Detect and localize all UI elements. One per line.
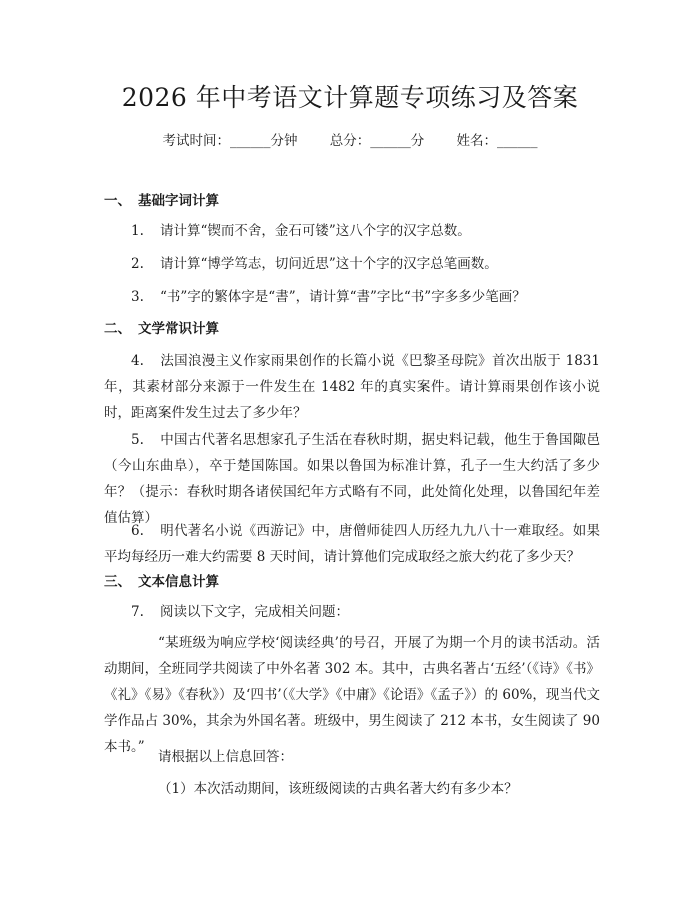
- question-text: 中国古代著名思想家孔子生活在春秋时期，据史料记载，他生于鲁国陬邑（今山东曲阜），卒于楚国陈国。如果以鲁国为标准计算，孔子一生大约活了多少年？（提示：春秋时期各诸侯国纪年方式略有不同，此处简化处理，以鲁国纪年差值估算）: [104, 432, 600, 526]
- section-number: 二、: [104, 321, 131, 337]
- question-number: 1.: [131, 223, 144, 239]
- question-text: 明代著名小说《西游记》中，唐僧师徒四人历经九九八十一难取经。如果平均每经历一难大约需要 8 天时间，请计算他们完成取经之旅大约花了多少天？: [104, 523, 600, 565]
- question-3: [131, 286, 526, 309]
- question-4: [104, 348, 600, 426]
- question-number: 5.: [131, 432, 144, 448]
- question-number: 6.: [131, 523, 144, 539]
- section-heading-1: [104, 190, 219, 212]
- exam-time: 考试时间：______分钟: [162, 133, 298, 149]
- question-text: “书”字的繁体字是“書”，请计算“書”字比“书”字多多少笔画？: [160, 289, 526, 305]
- question-number: 3.: [131, 289, 144, 305]
- question-text: 请计算“锲而不舍，金石可镂”这八个字的汉字总数。: [160, 223, 471, 239]
- question-text: 法国浪漫主义作家雨果创作的长篇小说《巴黎圣母院》首次出版于 1831 年，其素材部分来源于一件发生在 1482 年的真实案件。请计算雨果创作该小说时，距离案件发生过去了多少年？: [104, 353, 600, 421]
- question-6: [104, 518, 600, 570]
- question-7: [131, 601, 349, 624]
- question-number: 2.: [131, 256, 144, 272]
- question-text: 阅读以下文字，完成相关问题：: [160, 604, 349, 620]
- exam-name: 姓名：______: [456, 133, 538, 149]
- section-title: 文本信息计算: [138, 574, 219, 590]
- section-number: 三、: [104, 574, 131, 590]
- section-title: 文学常识计算: [138, 321, 219, 337]
- section-heading-2: [104, 318, 219, 340]
- reading-passage: “某班级为响应学校‘阅读经典’的号召，开展了为期一个月的读书活动。活动期间，全班同学共阅读了中外名著 302 本。其中，古典名著占‘五经’（《诗》《书》《礼》《易》《春秋》）及‘四书’（《大学》《中庸》《论语》《孟子》）的 60%，现当代文学作品占 30%，其余为外国名著。班级中，男生阅读了 212 本书，女生阅读了 90 本书。”: [104, 635, 600, 755]
- answer-prompt: 请根据以上信息回答：: [158, 749, 293, 765]
- document-title: 2026 年中考语文计算题专项练习及答案: [121, 83, 579, 112]
- question-2: [131, 253, 498, 276]
- exam-meta: [0, 130, 700, 152]
- section-title: 基础字词计算: [138, 193, 219, 209]
- section-heading-3: [104, 571, 219, 593]
- section-number: 一、: [104, 193, 131, 209]
- exam-score: 总分：______分: [329, 133, 425, 149]
- question-1: [131, 220, 471, 243]
- sub-question-1: （1）本次活动期间，该班级阅读的古典名著大约有多少本？: [158, 781, 518, 797]
- question-5: [104, 427, 600, 531]
- question-number: 7.: [131, 604, 144, 620]
- question-text: 请计算“博学笃志，切问近思”这十个字的汉字总笔画数。: [160, 256, 498, 272]
- question-number: 4.: [131, 353, 144, 369]
